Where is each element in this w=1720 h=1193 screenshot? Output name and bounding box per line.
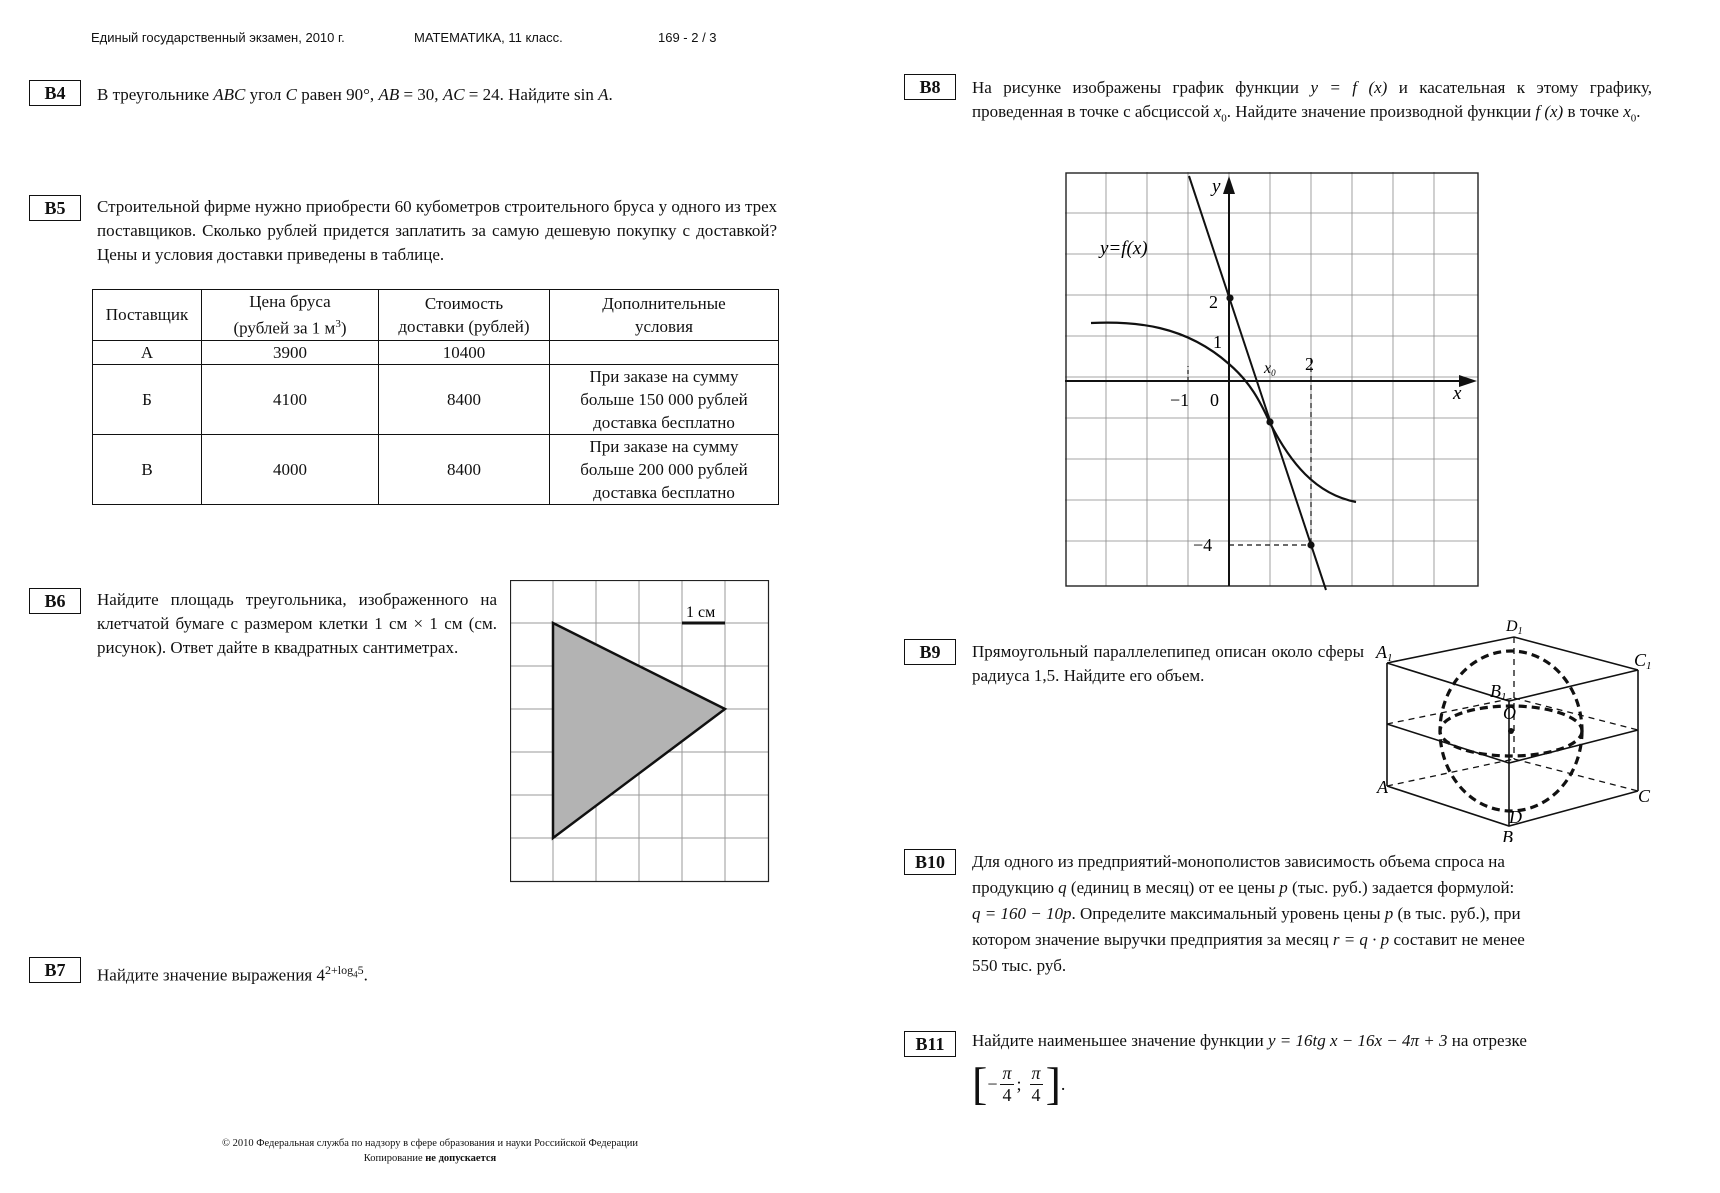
header-supplier: Поставщик: [93, 290, 202, 341]
task-b8-text: На рисунке изображены график функции y = f (x) и касательная к этому графику, проведенная в точке с абсциссой $x_0$. Найдите значение производной функции f (x) в точке $x_0$.: [972, 78, 1652, 125]
b11-interval: [ − $\frac{\pi}{4}$ ; π 4 ] .: [972, 1058, 1066, 1109]
cell-conditions: При заказе на сумму больше 150 000 рублей доставка бесплатно: [550, 364, 779, 434]
cell-delivery: 10400: [379, 340, 550, 364]
graph-x-label: x: [1453, 383, 1462, 404]
cell-delivery: 8400: [379, 364, 550, 434]
cell-price: 4000: [202, 434, 379, 504]
tick-y-1: 1: [1213, 332, 1222, 352]
tangent-point: [1266, 418, 1273, 425]
svg-text:C1: C1: [1634, 650, 1652, 672]
bracket-left: [: [972, 1058, 988, 1109]
svg-text:O: O: [1503, 703, 1516, 723]
cell-supplier: Б: [93, 364, 202, 434]
tick-x0: x0: [1264, 360, 1276, 378]
graph-func-label: y=f(x): [1100, 238, 1148, 259]
tick-origin: 0: [1210, 390, 1219, 410]
task-label-b7: B7: [29, 957, 81, 983]
sphere-center: [1508, 728, 1514, 734]
cell-delivery: 8400: [379, 434, 550, 504]
header-price: Цена бруса (рублей за 1 $м^3$): [202, 290, 379, 341]
grid-triangle-figure: [510, 580, 772, 884]
graph-y-label: y: [1212, 176, 1221, 197]
svg-text:A: A: [1377, 777, 1388, 797]
svg-text:D: D: [1509, 807, 1522, 827]
header-exam: Единый государственный экзамен, 2010 г.: [91, 30, 345, 45]
bracket-right: ]: [1045, 1058, 1061, 1109]
supplier-table: [92, 289, 779, 505]
task-label-b4: B4: [29, 80, 81, 106]
task-label-b11: B11: [904, 1031, 956, 1057]
table-row: [93, 340, 779, 364]
header-conditions: Дополнительные условия: [550, 290, 779, 341]
task-b10-text: Для одного из предприятий-монополистов зависимость объема спроса на продукцию q (единиц в месяц) от ее цены p (тыс. руб.) задается формулой: q = 160 − 10p. Определите максимальный уровень цены p (в тыс. руб.), при котором значение выручки предприятия за месяц r = q · p составит не менее 550 тыс. руб.: [972, 852, 1525, 975]
table-header-row: [93, 290, 779, 341]
header-page: 169 - 2 / 3: [658, 30, 717, 45]
header-delivery: Стоимость доставки (рублей): [379, 290, 550, 341]
scale-label: 1 см: [686, 604, 716, 621]
cell-conditions: [550, 340, 779, 364]
svg-text:B: B: [1502, 827, 1513, 842]
tick-x-2: 2: [1305, 354, 1314, 374]
tick-y-2: 2: [1209, 292, 1218, 312]
task-b9-text: Прямоугольный параллелепипед описан около сферы радиуса 1,5. Найдите его объем.: [972, 642, 1364, 685]
svg-text:B1: B1: [1490, 681, 1507, 703]
function-graph: [1065, 172, 1480, 592]
y-axis-arrow: [1223, 176, 1235, 194]
task-b5-text: Строительной фирме нужно приобрести 60 кубометров строительного бруса у одного из трех поставщиков. Сколько рублей придется заплатить за самую дешевую покупку с доставкой? Цены и условия доставки приведены в таблице.: [97, 197, 777, 264]
header-subject: МАТЕМАТИКА, 11 класс.: [414, 30, 563, 45]
footer-copyright: © 2010 Федеральная служба по надзору в сфере образования и науки Российской Федерации: [221, 1138, 639, 1149]
cell-supplier: А: [93, 340, 202, 364]
task-label-b6: B6: [29, 588, 81, 614]
cell-supplier: В: [93, 434, 202, 504]
parallelepiped-figure: [1370, 616, 1660, 842]
task-label-b8: B8: [904, 74, 956, 100]
tick-y-minus4: −4: [1193, 535, 1213, 555]
task-b4-text: В треугольнике ABC угол C равен 90°, AB = 30, AC = 24. Найдите sin A.: [97, 85, 613, 104]
svg-text:C: C: [1638, 786, 1651, 806]
cell-conditions: При заказе на сумму больше 200 000 рублей доставка бесплатно: [550, 434, 779, 504]
task-b6-text: Найдите площадь треугольника, изображенного на клетчатой бумаге с размером клетки 1 см × 1 см (см. рисунок). Ответ дайте в квадратных сантиметрах.: [97, 590, 497, 657]
task-b11-text: Найдите наименьшее значение функции y = 16tg x − 16x − 4π + 3 на отрезке: [972, 1031, 1527, 1050]
svg-text:A1: A1: [1376, 642, 1393, 664]
cell-price: 3900: [202, 340, 379, 364]
table-row: [93, 434, 779, 504]
table-row: [93, 364, 779, 434]
tick-x-minus1: −1: [1170, 390, 1190, 410]
task-label-b10: B10: [904, 849, 956, 875]
tangent-line: [1189, 176, 1326, 590]
task-label-b9: B9: [904, 639, 956, 665]
cell-price: 4100: [202, 364, 379, 434]
task-label-b5: B5: [29, 195, 81, 221]
function-curve: [1091, 323, 1356, 502]
svg-text:D1: D1: [1506, 618, 1523, 637]
footer-copy-notice: Копирование не допускается: [363, 1153, 497, 1164]
task-b7-text: Найдите значение выражения $4^{2+log_45}$.: [97, 963, 368, 985]
